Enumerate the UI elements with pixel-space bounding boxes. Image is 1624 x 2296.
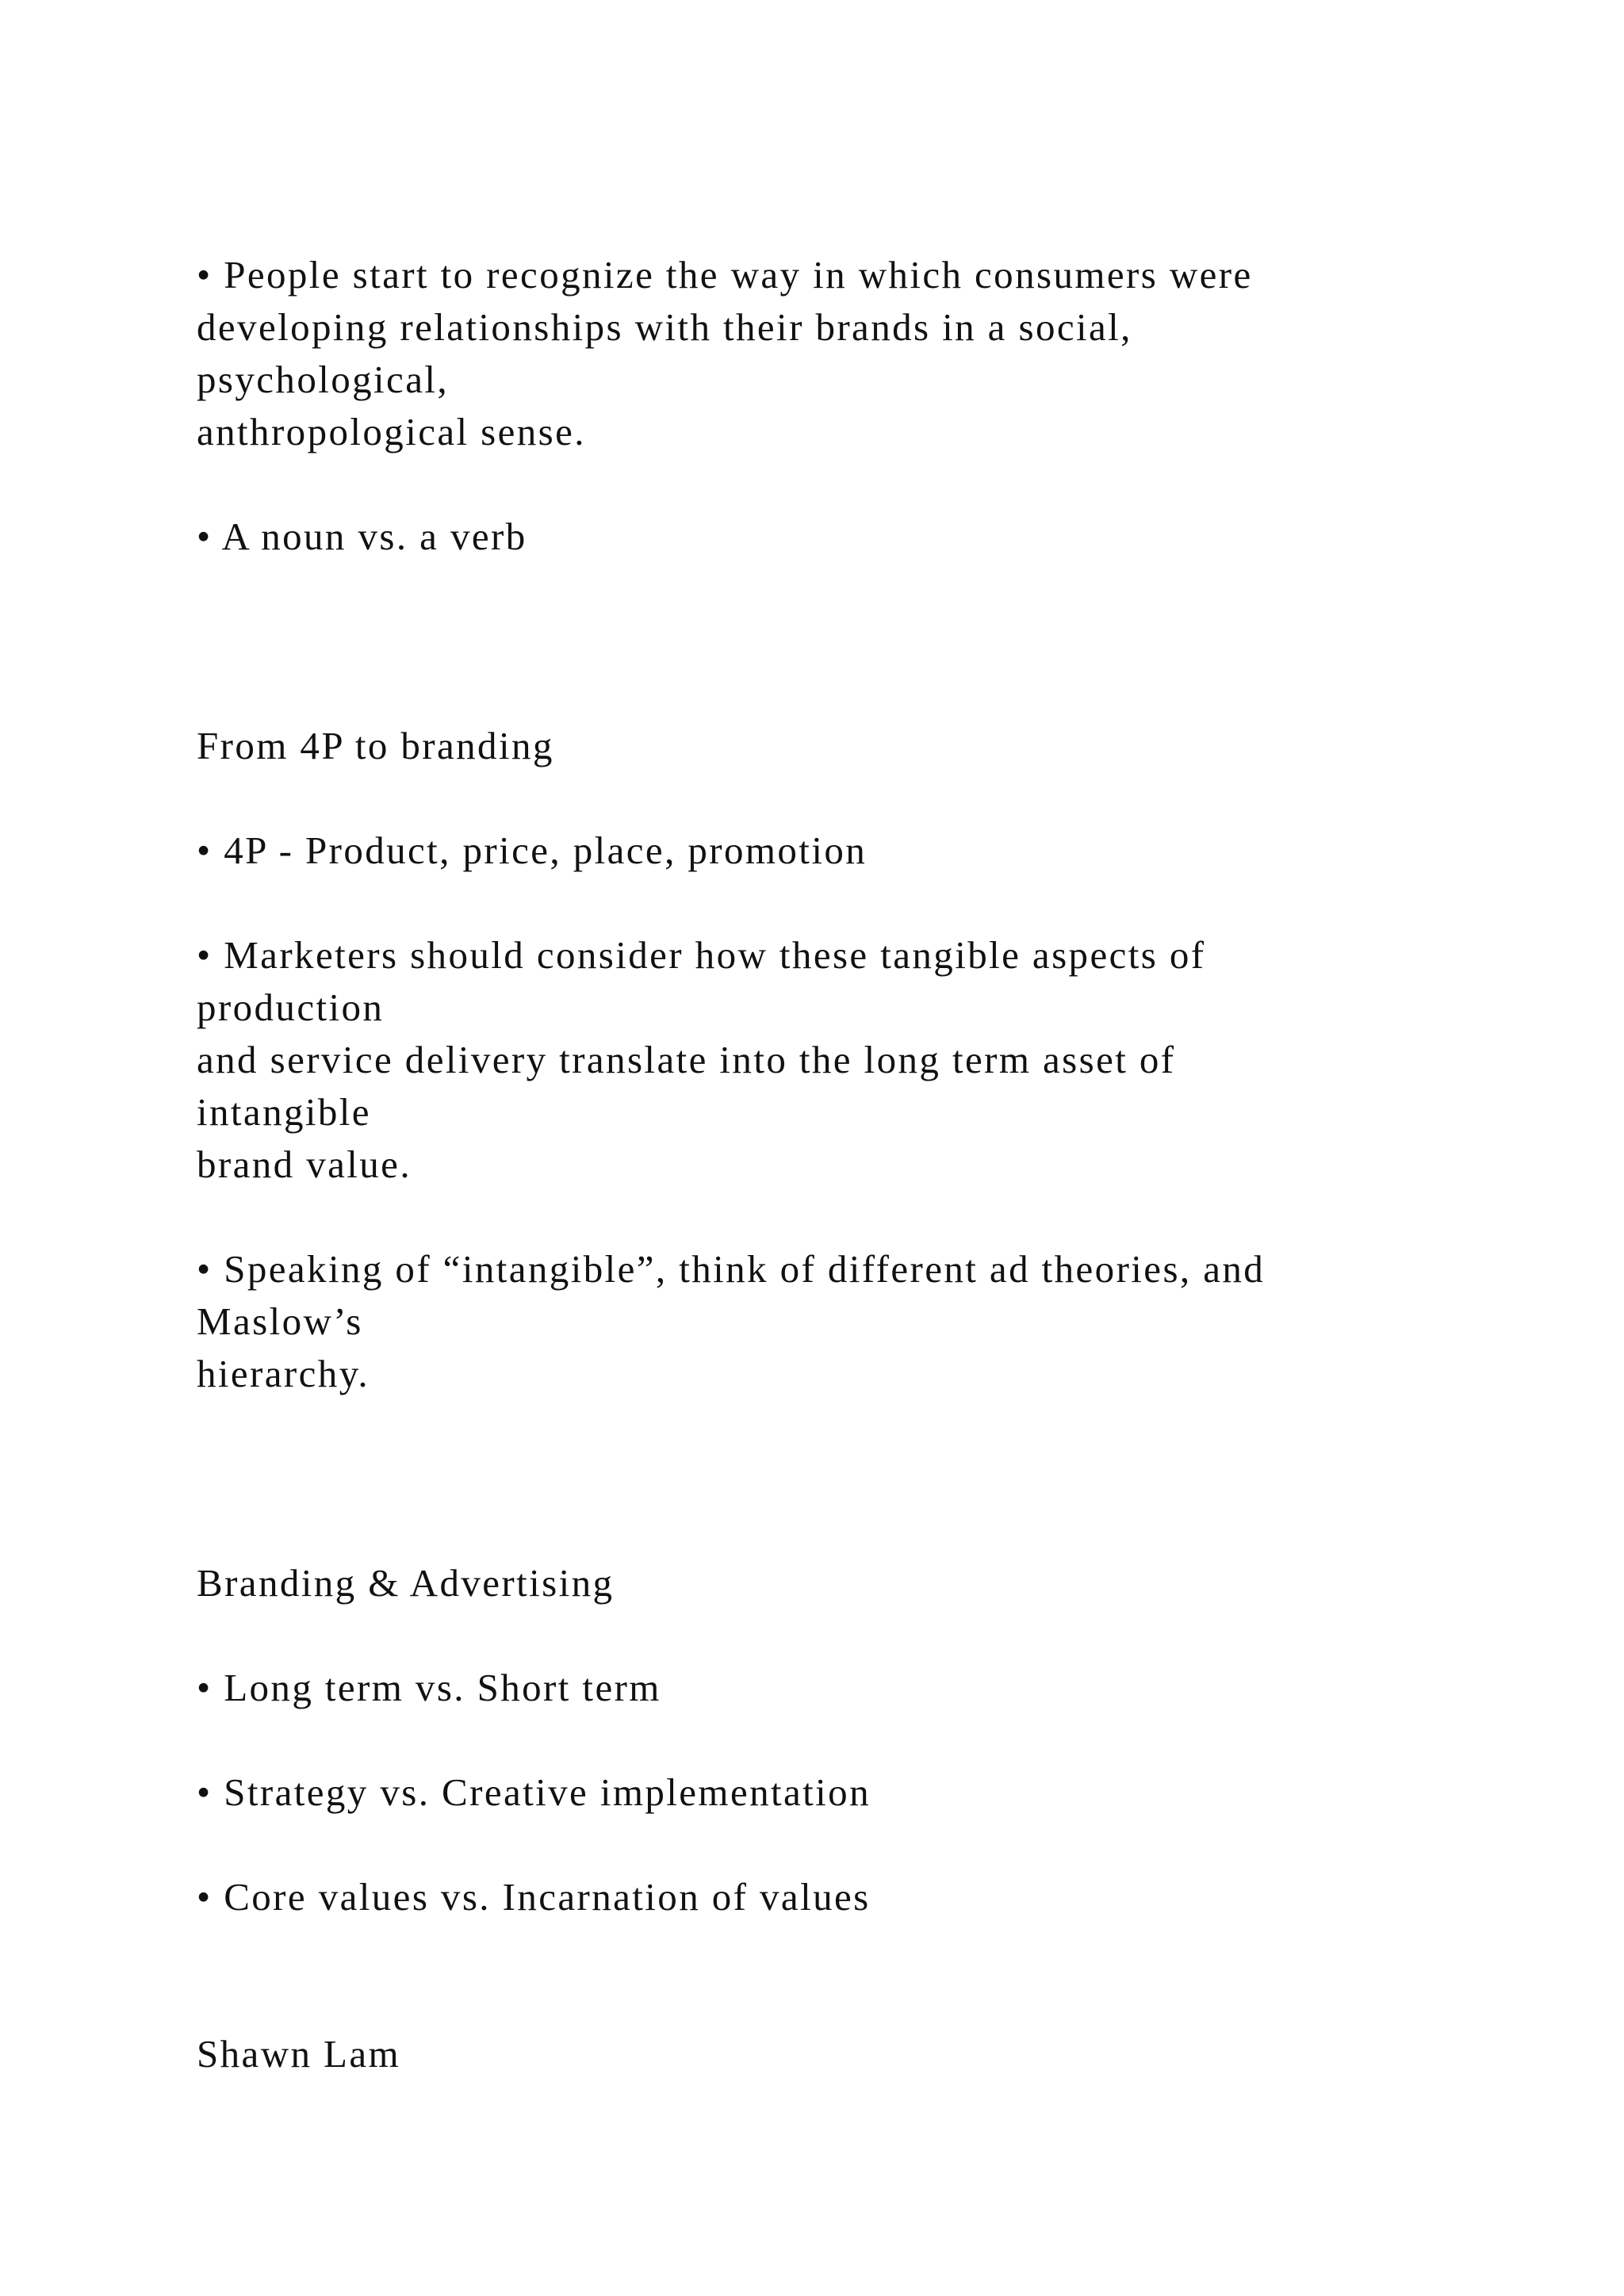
section-4p-bullet-3-line-3: hierarchy. (197, 1352, 370, 1395)
section-4p-bullet-2-line-1: • Marketers should consider how these tangible aspects of (197, 933, 1206, 977)
section-4p-bullet-2-line-2: production (197, 985, 385, 1029)
section-branding-bullet-2: • Strategy vs. Creative implementation (197, 1770, 871, 1814)
section-4p-bullet-2-line-3: and service delivery translate into the long term asset of (197, 1038, 1176, 1081)
section-4p-bullet-3-line-2: Maslow’s (197, 1299, 363, 1343)
intro-bullet-1-line-3: psychological, (197, 358, 450, 401)
section-4p-bullet-3-line-1: • Speaking of “intangible”, think of different ad theories, and (197, 1247, 1266, 1291)
intro-bullet-2: • A noun vs. a verb (197, 515, 527, 558)
section-branding-bullet-1: • Long term vs. Short term (197, 1666, 661, 1709)
intro-bullet-1-line-2: developing relationships with their brands in a social, (197, 305, 1132, 349)
section-branding-heading: Branding & Advertising (197, 1561, 615, 1605)
section-4p-bullet-2-line-4: intangible (197, 1090, 371, 1134)
section-4p-heading: From 4P to branding (197, 724, 554, 767)
section-4p-bullet-1: • 4P - Product, price, place, promotion (197, 828, 868, 872)
section-branding-bullet-3: • Core values vs. Incarnation of values (197, 1875, 871, 1919)
intro-bullet-1-line-4: anthropological sense. (197, 410, 586, 453)
section-4p-bullet-2-line-5: brand value. (197, 1142, 412, 1186)
author-name: Shawn Lam (197, 2032, 401, 2076)
intro-bullet-1-line-1: • People start to recognize the way in which consumers were (197, 253, 1253, 297)
